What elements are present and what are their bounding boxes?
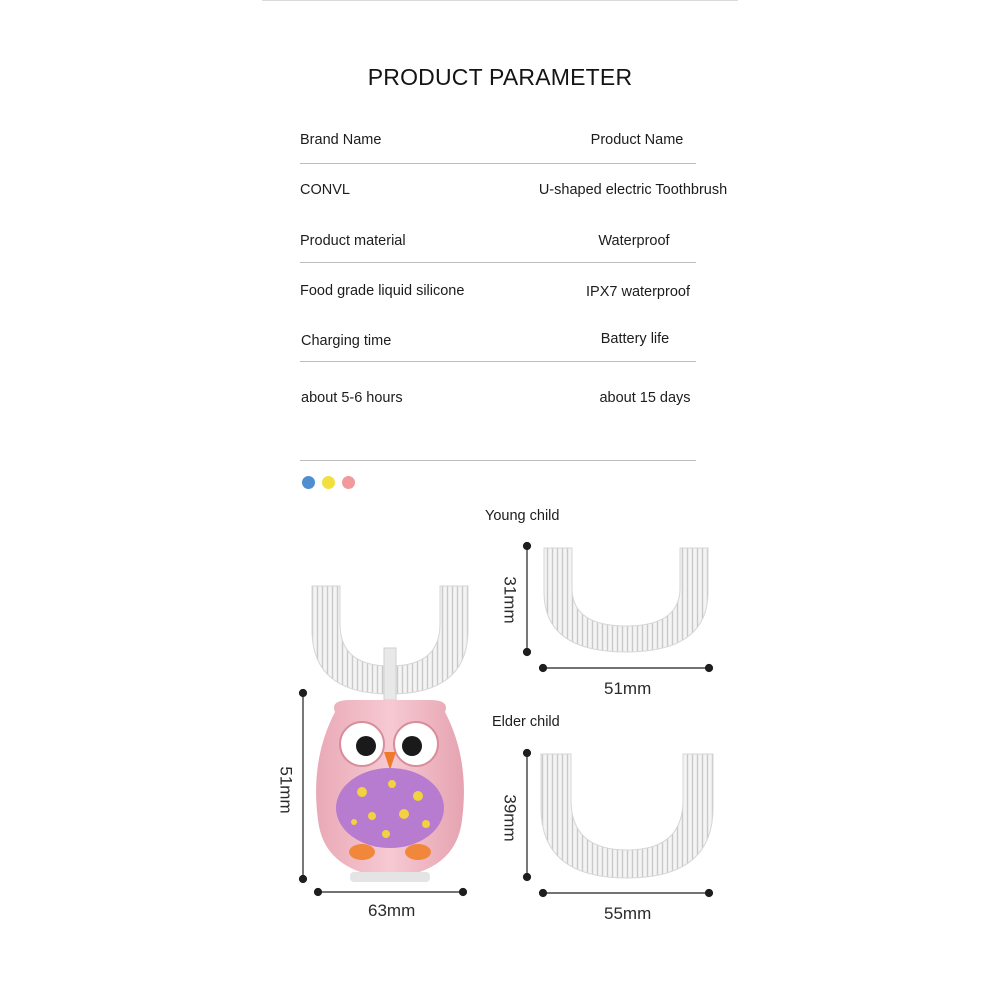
param-label-battery: Battery life (600, 331, 670, 347)
param-label-charging: Charging time (301, 333, 392, 349)
toothbrush-height-dimension: 51mm (276, 766, 296, 814)
owl-toothbrush (312, 586, 468, 882)
page-title: PRODUCT PARAMETER (367, 64, 633, 90)
elder-child-label: Elder child (492, 714, 560, 730)
param-label-brand: Brand Name (300, 132, 382, 148)
param-value-material: Food grade liquid silicone (300, 283, 465, 299)
param-value-product-name: U-shaped electric Toothbrush (538, 182, 728, 198)
young-child-brush-head (544, 548, 708, 652)
param-value-charging: about 5-6 hours (301, 390, 403, 406)
param-label-product-name: Product Name (590, 132, 684, 148)
toothbrush-width-dimension: 63mm (368, 901, 416, 920)
young-width-dimension: 51mm (604, 679, 652, 698)
elder-height-dimension: 39mm (500, 794, 520, 842)
param-label-waterproof: Waterproof (598, 233, 670, 249)
param-value-brand: CONVL (300, 182, 350, 198)
param-label-material: Product material (300, 233, 406, 249)
young-child-label: Young child (485, 508, 560, 524)
young-height-dimension: 31mm (500, 576, 520, 624)
param-value-battery: about 15 days (599, 390, 691, 406)
elder-child-brush-head (541, 754, 713, 878)
param-value-waterproof: IPX7 waterproof (586, 284, 690, 300)
elder-width-dimension: 55mm (604, 904, 652, 923)
